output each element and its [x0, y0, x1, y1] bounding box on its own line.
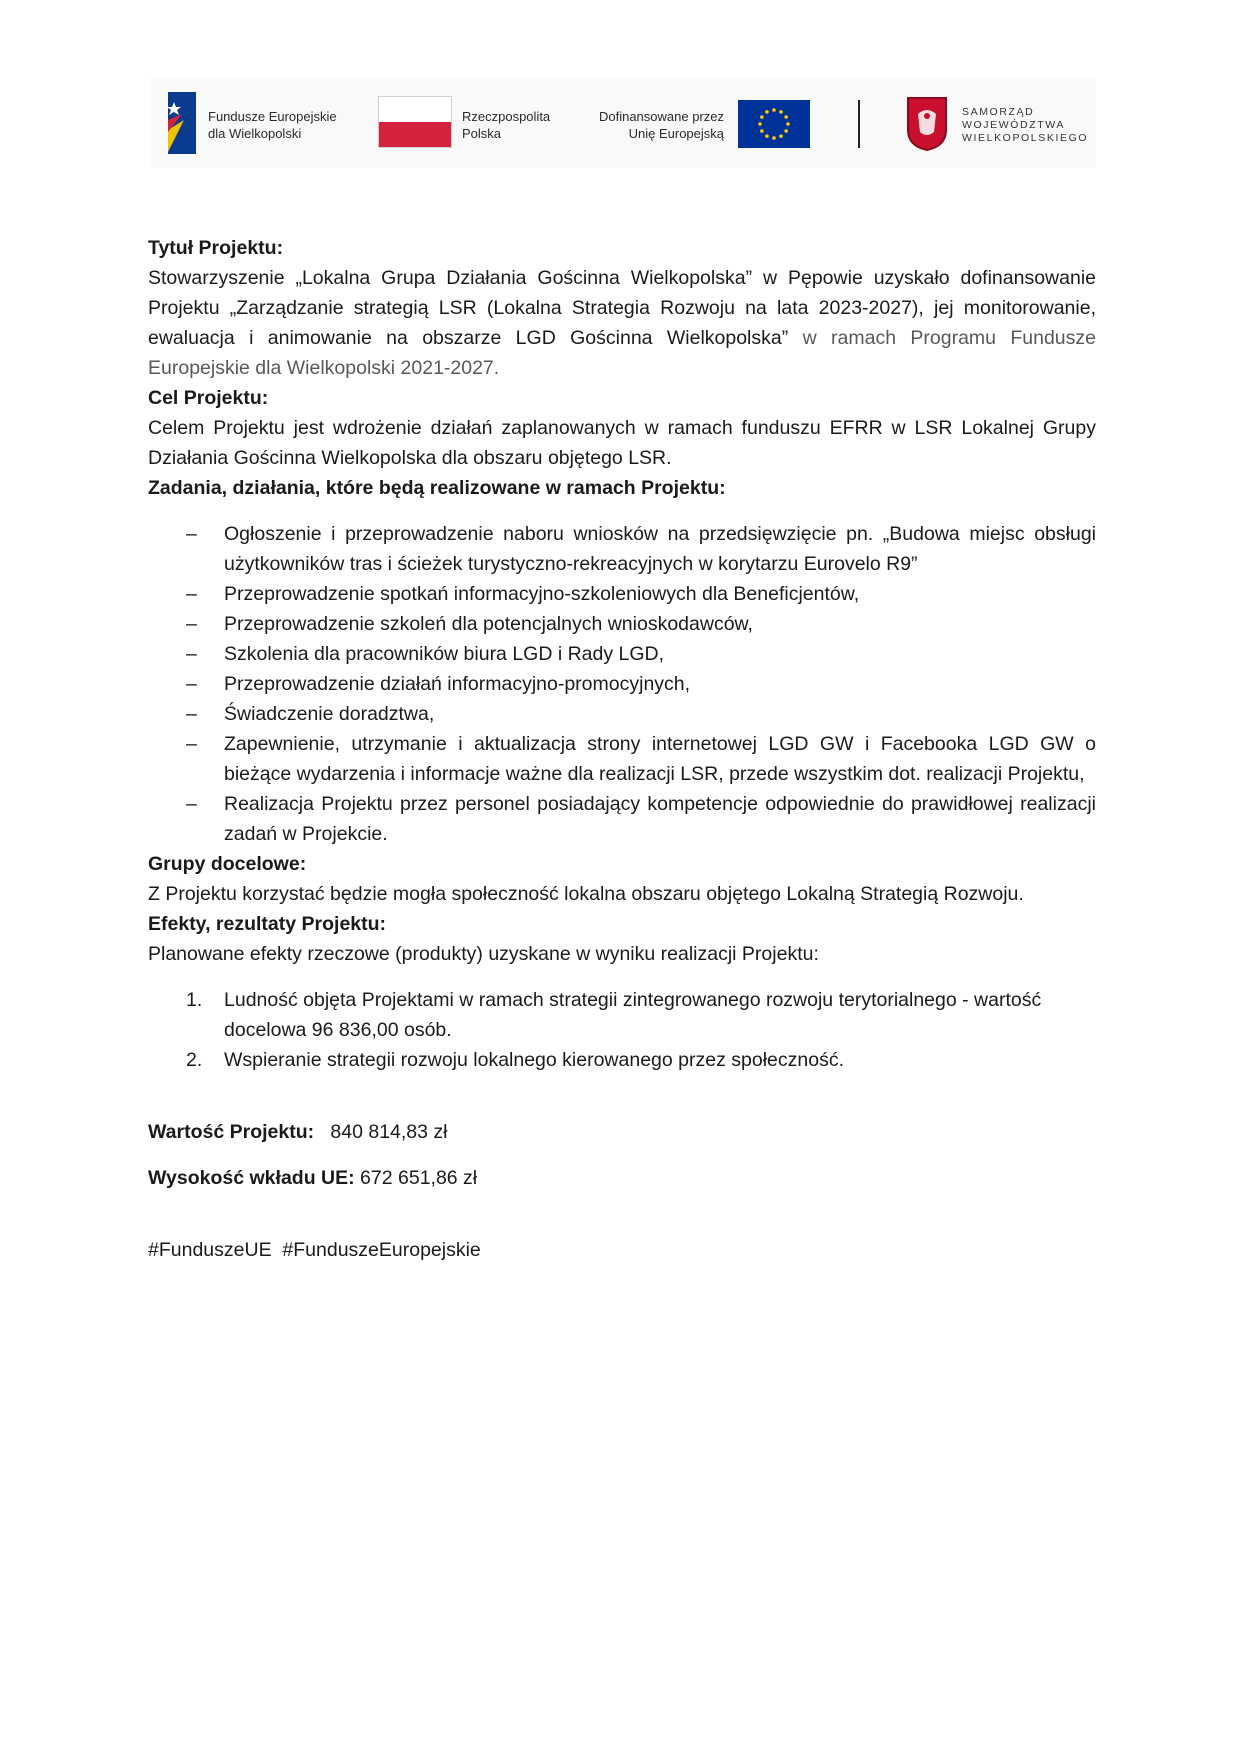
eu-contribution-amount: 672 651,86 zł: [360, 1167, 478, 1189]
number-marker: 2.: [186, 1049, 203, 1071]
task-text: Zapewnienie, utrzymanie i aktualizacja strony internetowej LGD GW i Facebooka LGD GW o bieżące wydarzenia i informacje ważne dla realizacji LSR, przede wszystkim dot. realizacji Projektu,: [224, 733, 1096, 785]
fundusze-europejskie-logo-icon: [164, 90, 200, 156]
eu-line1: Dofinansowane przez: [598, 109, 724, 124]
eu-star-icon: [772, 108, 776, 112]
dash-marker: –: [186, 703, 197, 725]
task-text: Ogłoszenie i przeprowadzenie naboru wniosków na przedsięwzięcie pn. „Budowa miejsc obsługi użytkowników tras i ścieżek turystyczno-rekreacyjnych w korytarzu Eurovelo R9”: [224, 523, 1096, 575]
sam-line3: WIELKOPOLSKIEGO: [962, 132, 1089, 144]
list-item: [148, 789, 1096, 849]
eu-star-icon: [760, 115, 764, 119]
tasks-heading: Zadania, działania, które będą realizowane w ramach Projektu:: [148, 477, 726, 499]
eu-star-icon: [784, 115, 788, 119]
list-item: [148, 519, 1096, 579]
list-item: [148, 579, 1096, 609]
task-text: Przeprowadzenie działań informacyjno-promocyjnych,: [224, 673, 691, 695]
eu-star-icon: [760, 129, 764, 133]
eu-star-icon: [779, 134, 783, 138]
document-body: [148, 233, 1096, 1265]
samorzad-logo-text: [962, 106, 1088, 145]
title-text-main: Stowarzyszenie „Lokalna Grupa Działania Gościnna Wielkopolska” w Pępowie uzyskało dofinansowanie Projektu „Zarządzanie strategią LSR (Lokalna Strategia Rozwoju na lata 2023-2027), jej monitorowanie, ewaluacja i animowanie na obszarze LGD Gościnna Wielkopolska”: [148, 267, 1096, 349]
list-item: [148, 1045, 1096, 1075]
pl-line2: Polska: [462, 126, 502, 141]
eu-star-icon: [758, 122, 762, 126]
task-text: Szkolenia dla pracowników biura LGD i Rady LGD,: [224, 643, 665, 665]
title-heading: Tytuł Projektu:: [148, 237, 284, 259]
polish-flag-icon: [378, 96, 452, 148]
eu-star-icon: [765, 134, 769, 138]
dash-marker: –: [186, 673, 197, 695]
fe-line2: dla Wielkopolski: [208, 126, 302, 141]
project-value-amount: 840 814,83 zł: [330, 1121, 448, 1143]
eu-star-icon: [786, 122, 790, 126]
list-item: [148, 639, 1096, 669]
task-text: Świadczenie doradztwa,: [224, 703, 435, 725]
task-text: Przeprowadzenie spotkań informacyjno-szkoleniowych dla Beneficjentów,: [224, 583, 860, 605]
eu-star-icon: [779, 110, 783, 114]
task-text: Przeprowadzenie szkoleń dla potencjalnych wnioskodawców,: [224, 613, 753, 635]
eu-star-icon: [765, 110, 769, 114]
groups-text: Z Projektu korzystać będzie mogła społeczność lokalna obszaru objętego Lokalną Strategią Rozwoju.: [148, 883, 1024, 905]
dash-marker: –: [186, 523, 197, 545]
dash-marker: –: [186, 643, 197, 665]
fe-line1: Fundusze Europejskie: [208, 109, 337, 124]
dash-marker: –: [186, 583, 197, 605]
dash-marker: –: [186, 793, 197, 815]
list-item: [148, 729, 1096, 789]
eu-line2: Unię Europejską: [628, 126, 724, 141]
goal-text: Celem Projektu jest wdrożenie działań zaplanowanych w ramach funduszu EFRR w LSR Lokalnej Grupy Działania Gościnna Wielkopolska dla obszaru objętego LSR.: [148, 417, 1096, 469]
list-item: [148, 699, 1096, 729]
sam-line1: SAMORZĄD: [962, 106, 1035, 118]
logo-separator: [858, 100, 860, 148]
effect-text: Wspieranie strategii rozwoju lokalnego kierowanego przez społeczność.: [224, 1049, 844, 1071]
eu-contribution: [148, 1163, 1096, 1193]
list-item: [148, 985, 1096, 1045]
effects-list: [148, 985, 1096, 1075]
task-text: Realizacja Projektu przez personel posiadający kompetencje odpowiednie do prawidłowej realizacji zadań w Projekcie.: [224, 793, 1096, 845]
tasks-list: [148, 519, 1096, 849]
hashtags: #FunduszeUE #FunduszeEuropejskie: [148, 1239, 481, 1261]
list-item: [148, 669, 1096, 699]
goal-heading: Cel Projektu:: [148, 387, 269, 409]
title-text-program: w ramach Programu Fundusze Europejskie dla Wielkopolski 2021-2027.: [148, 327, 1096, 379]
eu-contribution-label: Wysokość wkładu UE:: [148, 1167, 355, 1189]
pl-line1: Rzeczpospolita: [462, 109, 551, 124]
effects-heading: Efekty, rezultaty Projektu:: [148, 913, 387, 935]
wielkopolska-shield-icon: [906, 96, 948, 152]
number-marker: 1.: [186, 989, 203, 1011]
effects-intro: Planowane efekty rzeczowe (produkty) uzyskane w wyniku realizacji Projektu:: [148, 943, 819, 965]
project-value: [148, 1117, 1096, 1147]
title-paragraph: [148, 263, 1096, 383]
eu-star-icon: [784, 129, 788, 133]
groups-heading: Grupy docelowe:: [148, 853, 307, 875]
eu-flag-icon: [738, 100, 810, 148]
dash-marker: –: [186, 613, 197, 635]
project-value-label: Wartość Projektu:: [148, 1121, 315, 1143]
pl-logo-text: [462, 108, 550, 142]
effect-text: Ludność objęta Projektami w ramach strategii zintegrowanego rozwoju terytorialnego - wartość docelowa 96 836,00 osób.: [224, 989, 1042, 1041]
dash-marker: –: [186, 733, 197, 755]
eu-logo-text: [588, 108, 724, 142]
sam-line2: WOJEWÓDZTWA: [962, 119, 1065, 131]
list-item: [148, 609, 1096, 639]
eu-star-icon: [772, 136, 776, 140]
fe-logo-text: [208, 108, 337, 142]
